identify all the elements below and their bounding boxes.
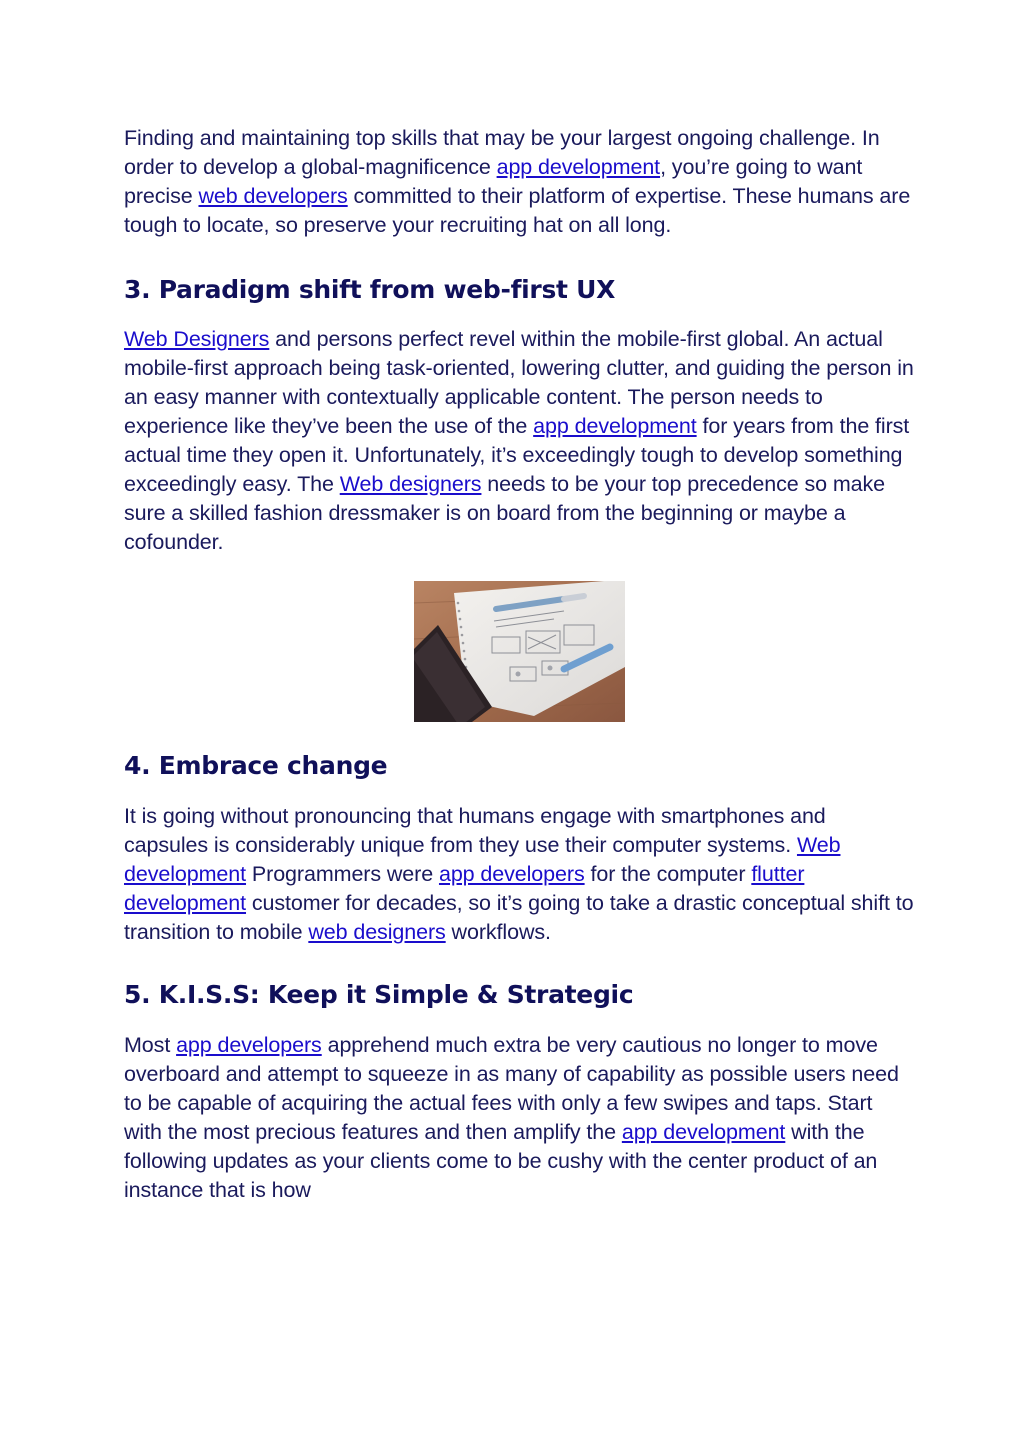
paragraph-paradigm <box>124 325 914 557</box>
paragraph-kiss <box>124 1031 914 1205</box>
section-heading-kiss: 5. K.I.S.S: Keep it Simple & Strategic <box>124 980 634 1009</box>
link-app-development[interactable]: app development <box>496 155 661 179</box>
text-run: apprehend much extra be very cautious no longer to move overboard and attempt to squeeze in as many of capability as possible users need to be capable of acquiring the actual fees with only a few swipes and taps. Start with the most precious features and then amplify the <box>124 1033 899 1144</box>
link-web-development[interactable]: Web development <box>124 833 841 886</box>
text-run: for years from the first actual time they open it. Unfortunately, it’s exceedingly tough to develop something exceedingly easy. The <box>124 414 910 496</box>
link-web-designers[interactable]: web designers <box>308 920 446 944</box>
text-run: and persons perfect revel within the mobile-first global. An actual mobile-first approach being task-oriented, lowering clutter, and guiding the person in an easy manner with contextually applicable content. The person needs to experience like they’ve been the use of the <box>124 327 914 438</box>
text-run: , you’re going to want precise <box>124 155 863 208</box>
link-app-developers[interactable]: app developers <box>176 1033 322 1057</box>
link-app-development[interactable]: app development <box>533 414 697 438</box>
link-app-developers[interactable]: app developers <box>438 862 585 886</box>
text-run: Finding and maintaining top skills that may be your largest ongoing challenge. In order to develop a global-magnificence <box>124 126 880 179</box>
link-web-designers[interactable]: Web designers <box>339 472 482 496</box>
section-heading-embrace-change: 4. Embrace change <box>124 751 388 780</box>
document-body <box>124 124 914 1205</box>
text-run: Most <box>124 1033 177 1057</box>
text-run: It is going without pronouncing that humans engage with smartphones and capsules is considerably unique from they use their computer systems. <box>124 804 826 857</box>
link-web-developers[interactable]: web developers <box>198 184 348 208</box>
text-run: needs to be your top precedence so make sure a skilled fashion dressmaker is on board from the beginning or maybe a cofounder. <box>124 472 886 554</box>
text-run: workflows. <box>445 920 551 944</box>
section-heading-paradigm-shift: 3. Paradigm shift from web-first UX <box>124 275 616 304</box>
text-run: with the following updates as your clients come to be cushy with the center product of an instance that is how <box>124 1120 878 1202</box>
text-run: committed to their platform of expertise. These humans are tough to locate, so preserve your recruiting hat on all long. <box>124 184 911 237</box>
figure <box>124 581 914 722</box>
paragraph-talent <box>124 124 914 240</box>
link-flutter-development[interactable]: flutter development <box>124 862 805 915</box>
link-app-development[interactable]: app development <box>621 1120 786 1144</box>
wireframe-notebook-photo <box>414 581 625 722</box>
text-run: Programmers were <box>246 862 439 886</box>
link-web-designers[interactable]: Web Designers <box>124 327 270 351</box>
text-run: for the computer <box>584 862 752 886</box>
text-run: customer for decades, so it’s going to take a drastic conceptual shift to transition to mobile <box>124 891 914 944</box>
paragraph-embrace <box>124 802 914 947</box>
